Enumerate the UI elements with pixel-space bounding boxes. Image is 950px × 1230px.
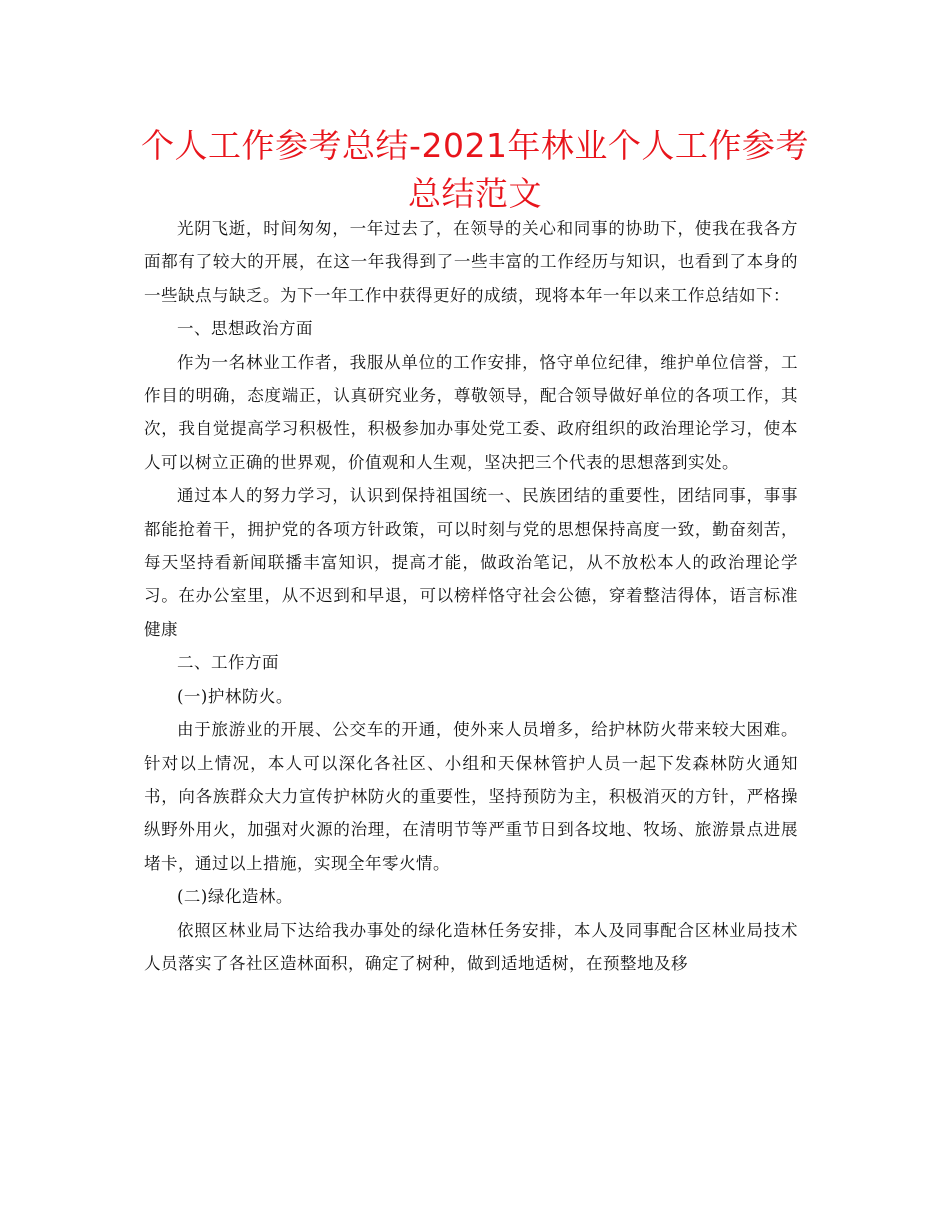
section-heading-political: 一、思想政治方面	[177, 319, 313, 339]
paragraph-political-2: 通过本人的努力学习，认识到保持祖国统一、民族团结的重要性，团结同事，事事都能抢着干，拥护党的各项方针政策，可以时刻与党的思想保持高度一致，勤奋刻苦，每天坚持看新闻联播丰富知识，提高才能，做政治笔记，从不放松本人的政治理论学习。在办公室里，从不迟到和早退，可以榜样恪守社会公德，穿着整洁得体，语言标准健康	[144, 486, 798, 639]
paragraph-fire-prevention: 由于旅游业的开展、公交车的开通，使外来人员增多，给护林防火带来较大困难。针对以上情况，本人可以深化各社区、小组和天保林管护人员一起下发森林防火通知书，向各族群众大力宣传护林防火的重要性，坚持预防为主，积极消灭的方针，严格操纵野外用火，加强对火源的治理，在清明节等严重节日到各坟地、牧场、旅游景点进展堵卡，通过以上措施，实现全年零火情。	[144, 720, 798, 873]
paragraph-afforestation: 依照区林业局下达给我办事处的绿化造林任务安排，本人及同事配合区林业局技术人员落实了各社区造林面积，确定了树种，做到适地适树，在预整地及移	[144, 920, 798, 973]
subheading-afforestation: (二)绿化造林。	[177, 887, 293, 907]
section-heading-work: 二、工作方面	[177, 653, 279, 673]
paragraph-intro: 光阴飞逝，时间匆匆，一年过去了，在领导的关心和同事的协助下，使我在我各方面都有了较大的开展，在这一年我得到了一些丰富的工作经历与知识，也看到了本身的一些缺点与缺乏。为下一年工作中获得更好的成绩，现将本年一年以来工作总结如下：	[144, 219, 798, 305]
document-title: 个人工作参考总结-2021年林业个人工作参考总结范文	[141, 126, 809, 213]
subheading-fire-prevention: (一)护林防火。	[177, 686, 293, 706]
paragraph-political-1: 作为一名林业工作者，我服从单位的工作安排，恪守单位纪律，维护单位信誉，工作目的明确，态度端正，认真研究业务，尊敬领导，配合领导做好单位的各项工作，其次，我自觉提高学习积极性，积极参加办事处党工委、政府组织的政治理论学习，使本人可以树立正确的世界观，价值观和人生观，坚决把三个代表的思想落到实处。	[144, 352, 798, 472]
document-body	[144, 212, 798, 980]
